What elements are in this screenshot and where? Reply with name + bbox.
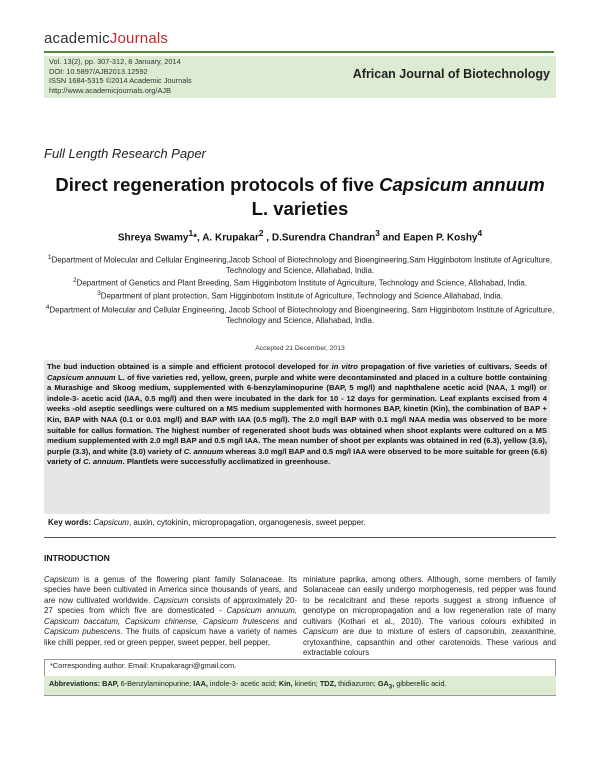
abbr-key: GA [377,679,389,688]
affiliation-num: 2 [72,277,77,285]
abbreviations [44,676,556,695]
abbr-sub: 3 [388,683,393,691]
intro-italic: Capsicum [303,627,339,637]
logo-text-academic: academic [44,30,110,47]
affiliation-text: Department of Genetics and Plant Breeding, Sam Higginbotom Institute of Agriculture, Technology and Science, Allahabad, India. [76,279,527,289]
paper-type: Full Length Research Paper [44,146,206,161]
abbr-key: , [392,679,395,688]
intro-text: and [279,616,297,626]
author-list [44,228,556,243]
abstract-text: whereas 3.0 mg/l BAP and 0.5 mg/l IAA were observed to be more suitable for green (6.6) variety of [47,446,547,467]
author-sep: and [379,232,404,244]
intro-italic: Capsicum annuum, Capsicum baccatum, Capsicum chinense, Capsicum frutescens [44,606,297,626]
keywords-italic: Capsicum [93,518,129,527]
paper-title [44,173,556,221]
intro-italic: Capsicum [153,595,189,605]
intro-italic: Capsicum pubescens [44,627,121,637]
abstract-text: propagation of five varieties of cultivars. Seeds of [357,362,547,371]
corresponding-author: *Corresponding author. Email: Krupakaragri@gmail.com. [50,661,237,670]
abstract-text: The bud induction obtained is a simple and efficient protocol developed for [47,362,332,371]
author-mark: * [193,232,197,244]
author-sup: 2 [258,228,264,238]
journal-logo [44,30,168,47]
abstract [44,360,550,514]
affiliation-num: 1 [47,254,52,261]
abbr-value: thidiazuron; [336,679,378,688]
author-name: Shreya Swamy [117,232,189,244]
affiliations [44,253,556,326]
abbr-label: Abbreviations: [49,679,101,688]
abstract-text: L. of five varieties red, yellow, green, purple and white were decontaminated and placed in a culture bottle containing a Murashige and Skoog medium, supplemented with 6-benzylaminopurine (BAP, 5 mg/l) and naphthalene acetic acid (NAA, 1 mg/l) or indole-3- acetic acid (IAA, 0.5 mg/l) and then were incubated in the dark for 10 - 12 days for germination. Leaf explants excised from 4 weeks -old aseptic seedlings were cultured on a MS medium supplemented with hormones BAP, kinetin (Kin), the combination of BAP + Kin, BAP with NAA (0.1 or 0.01 mg/l) and BAP with IAA (0.5 mg/l). The 2.0 mg/l BAP with 0.1 mg/l NAA media was observed to be more suitable for callus formation. The highest number of regenerated shoot buds was obtained when shoot explants were cultured on a MS medium supplemented with 2.0 mg/l BAP and 0.5 mg/l IAA. The mean number of shoot per explants was obtained in red (6.3), yellow (3.6), purple (3.3), and white (3.0) variety of [47,372,547,456]
author-sup: 3 [375,228,380,238]
meta-issn: ISSN 1684-5315 ©2014 Academic Journals [49,76,192,86]
affiliation-text: Department of Molecular and Cellular Engineering, Jacob School of Biotechnology and Bioengineering, Sam Higginbotom Institute of Agriculture, Technology and Science, Allahabad, India. [49,305,555,325]
logo-text-journals: Journals [109,30,169,47]
author-name: D.Surendra Chandran [271,232,376,244]
abbr-value: kinetin; [292,679,320,688]
logo-divider [44,51,554,53]
abstract-italic: Capsicum annuum [47,372,116,382]
keywords-rest: , auxin, cytokinin, micropropagation, organogenesis, sweet pepper. [128,518,366,527]
intro-text: consists of approximately 20-27 species from which five are domesticated - [44,595,297,616]
accepted-date: Accepted 21 December, 2013 [255,345,345,352]
abbr-value: 6-Benzylaminopurine; [118,679,194,688]
abbr-value: indole-3- acetic acid; [207,679,279,688]
affiliation-num: 4 [45,303,50,311]
author-sup: 1 [188,228,194,238]
affiliation [44,303,556,326]
affiliation [44,253,556,276]
abstract-text: . Plantlets were successfully acclimatized in greenhouse. [122,457,331,467]
keywords [48,518,553,527]
keywords-label: Key words: [48,518,92,527]
intro-heading: INTRODUCTION [44,553,110,563]
intro-text: miniature paprika, among others. Although, some members of family Solanaceae can easily undergo morphogenesis, red pepper was found to be recalcitrant and these reports suggest a strong influence of genotype on micropropagation and a low regeneration rate of many cultivars (Kothari et al., 2010). The various colours exhibited in [303,575,556,626]
title-species: Capsicum annuum [379,174,545,195]
author-name: A. Krupakar [202,232,259,244]
title-part-a: Direct regeneration protocols of five [55,174,380,195]
affiliation-text: Department of Molecular and Cellular Engineering,Jacob School of Biotechnology and Bioengineering,Sam Higginbotom Institute of Agriculture, Technology and Science, Allahabad, India. [51,255,553,276]
intro-italic: Capsicum [44,575,80,584]
abbr-key: IAA, [193,679,208,688]
abbr-value: gibberellic acid. [394,679,447,688]
intro-text: . The fruits of capsicum have a variety of names like chilli pepper, red or green pepper, sweet pepper, bell pepper, [44,627,297,647]
abbr-key: Kin, [278,679,293,688]
title-part-b: L. varieties [251,198,349,219]
meta-volume: Vol. 13(2), pp. 307-312, 8 January, 2014 [49,57,181,66]
author-sup: 4 [477,228,483,238]
abbr-key: BAP, [102,679,119,688]
affiliation-num: 3 [97,290,101,298]
intro-text: are due to mixture of esters of capsorubin, zeaxanthine, crytoxanthine, capsanthin and other carotenoids. These various and extractable colours [303,627,556,658]
intro-text: is a genus of the flowering plant family Solanaceae. Its species have been cultivated in America since thousands of years, and are now cultivated worldwide. [44,575,297,605]
meta-url[interactable]: http://www.academicjournals.org/AJB [49,85,171,95]
affiliation-text: Department of plant protection, Sam Higginbotom Institute of Agriculture, Technology and Science,Allahabad, India. [100,292,503,302]
abstract-italic: in vitro [331,362,358,371]
intro-column-right [303,575,556,659]
meta-doi: DOI: 10.5897/AJB2013.12592 [49,66,148,76]
journal-name: African Journal of Biotechnology [352,67,550,81]
abstract-italic: C. annuum [183,446,224,456]
abstract-italic: C. annuum [83,457,123,467]
journal-meta [49,57,192,95]
author-sep: , [197,232,203,244]
intro-column-left [44,575,297,648]
author-sep: , [263,232,272,244]
affiliation [44,289,556,302]
author-name: Eapen P. Koshy [403,232,478,244]
abbr-key: TDZ, [319,679,337,688]
affiliation [44,276,556,289]
keywords-divider [44,537,556,538]
